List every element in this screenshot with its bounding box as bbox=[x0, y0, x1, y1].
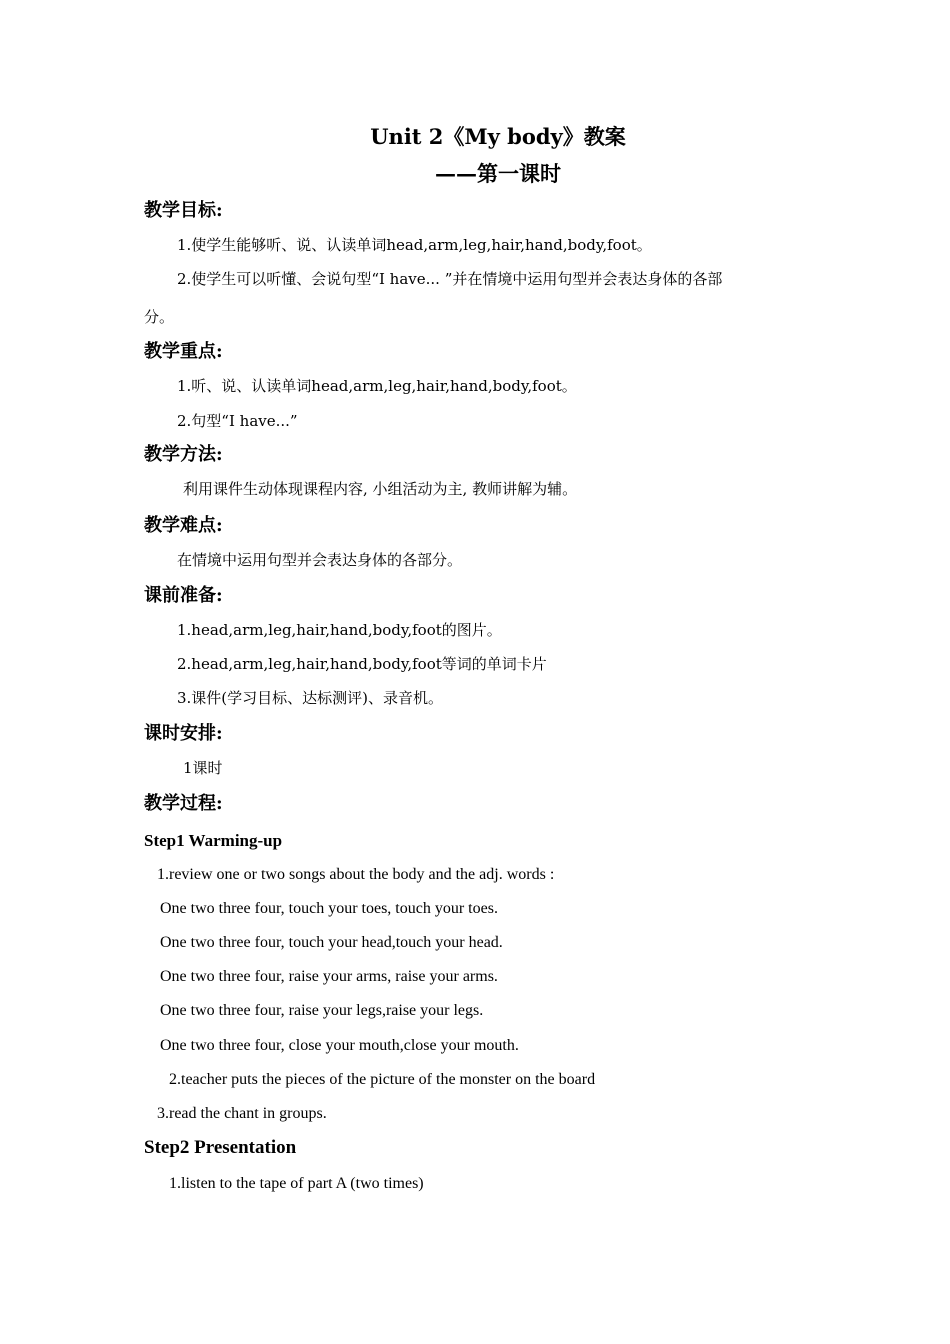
preparation-item: 2.head,arm,leg,hair,hand,body,foot等词的单词卡片 bbox=[177, 655, 547, 673]
methods-heading: 教学方法: bbox=[144, 444, 223, 465]
schedule-heading: 课时安排: bbox=[144, 723, 223, 744]
objective-item: 1.使学生能够听、说、认读单词head,arm,leg,hair,hand,body,foot。 bbox=[177, 236, 652, 254]
preparation-item: 3.课件(学习目标、达标测评)、录音机。 bbox=[177, 689, 444, 707]
key-point-item: 2.句型“I have...” bbox=[177, 412, 298, 430]
step1-line: 1.review one or two songs about the body and the adj. words : bbox=[157, 866, 555, 883]
difficulties-heading: 教学难点: bbox=[144, 515, 223, 536]
preparation-item: 1.head,arm,leg,hair,hand,body,foot的图片。 bbox=[177, 621, 502, 639]
step1-line: 2.teacher puts the pieces of the picture of the monster on the board bbox=[169, 1071, 596, 1088]
key-point-item: 1.听、说、认读单词head,arm,leg,hair,hand,body,foot。 bbox=[177, 377, 577, 395]
step1-line: One two three four, raise your arms, raise your arms. bbox=[160, 968, 498, 985]
step1-line: One two three four, raise your legs,raise your legs. bbox=[160, 1002, 484, 1019]
schedule-text: 1课时 bbox=[183, 759, 223, 777]
preparation-heading: 课前准备: bbox=[144, 585, 223, 606]
key-points-heading: 教学重点: bbox=[144, 341, 223, 362]
document-title: Unit 2《My body》教案 bbox=[370, 124, 626, 149]
step2-title: Step2 Presentation bbox=[144, 1137, 297, 1158]
step2-line: 1.listen to the tape of part A (two times) bbox=[169, 1175, 424, 1192]
difficulties-text: 在情境中运用句型并会表达身体的各部分。 bbox=[177, 551, 463, 569]
process-heading: 教学过程: bbox=[144, 793, 223, 814]
methods-text: 利用课件生动体现课程内容, 小组活动为主, 教师讲解为辅。 bbox=[183, 480, 578, 498]
step1-line: 3.read the chant in groups. bbox=[157, 1105, 327, 1122]
objectives-heading: 教学目标: bbox=[144, 200, 223, 221]
objective-item-continued: 分。 bbox=[144, 308, 175, 326]
step1-line: One two three four, touch your toes, touch your toes. bbox=[160, 900, 498, 917]
step1-title: Step1 Warming-up bbox=[144, 831, 283, 850]
objective-item: 2.使学生可以听懂、会说句型“I have... ”并在情境中运用句型并会表达身体的各部 bbox=[177, 270, 723, 288]
step1-line: One two three four, close your mouth,close your mouth. bbox=[160, 1037, 519, 1054]
document-subtitle: ——第一课时 bbox=[435, 161, 561, 186]
step1-line: One two three four, touch your head,touch your head. bbox=[160, 934, 503, 951]
